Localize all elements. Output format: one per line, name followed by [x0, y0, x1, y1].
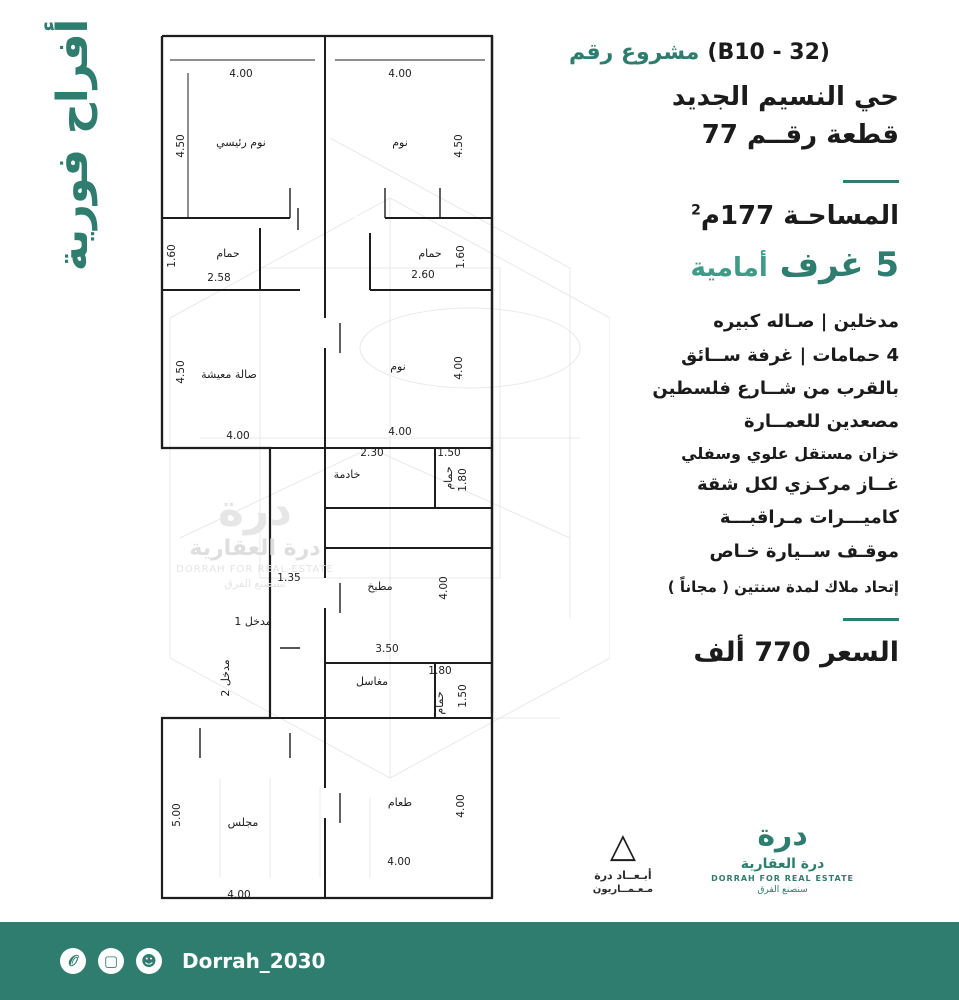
vertical-brand-text: أفراح فورية [48, 18, 98, 272]
area-unit-sup: 2 [691, 202, 701, 219]
area-text [569, 201, 899, 231]
watermark-slogan: سنصنع الفرق [224, 577, 286, 590]
footer-content [60, 948, 325, 974]
dimension-label: 2.30 [360, 447, 384, 459]
dimension-label: 1.35 [277, 572, 301, 584]
dimension-label: 2.60 [411, 269, 435, 281]
room-label: حمام [433, 691, 446, 715]
floorplan-labels [0, 18, 470, 908]
divider-1 [843, 180, 899, 183]
dimension-label: 4.00 [388, 426, 412, 438]
snapchat-icon[interactable]: ☻ [136, 948, 162, 974]
dimension-label: 4.00 [387, 856, 411, 868]
abaad-logo [592, 826, 654, 895]
info-panel [569, 40, 899, 668]
logo-row [593, 820, 854, 895]
room-label: طعام [387, 796, 413, 809]
divider-2 [843, 618, 899, 621]
triangle-icon: △ [609, 826, 637, 866]
dimension-label: 4.00 [226, 430, 250, 442]
room-label: مطبخ [367, 580, 393, 593]
rooms-count: 5 غرف [779, 245, 899, 286]
dimension-label: 1.50 [457, 684, 469, 708]
rooms-front: أمامية [690, 253, 768, 284]
dimension-label: 4.50 [175, 360, 187, 384]
instagram-icon[interactable]: ▢ [98, 948, 124, 974]
dorrah-english: DORRAH FOR REAL ESTATE [711, 874, 854, 883]
dimension-label: 1.60 [166, 244, 178, 268]
dimension-label: 4.00 [388, 68, 412, 80]
footer-bar [0, 922, 959, 1000]
dorrah-mark-icon: درة [757, 818, 808, 853]
twitter-icon[interactable]: 𝒪 [60, 948, 86, 974]
project-line [569, 40, 899, 65]
room-label: نوم [390, 360, 406, 373]
watermark-arabic: درة العقارية [189, 536, 321, 561]
feature-item: مصعدين للعمــارة [743, 411, 899, 433]
room-label: حمام [418, 247, 442, 260]
room-label: مجلس [227, 816, 259, 829]
floorplan [140, 18, 610, 908]
watermark-english: DORRAH FOR REAL ESTATE [176, 564, 334, 575]
feature-item: غــاز مركـزي لكل شقة [696, 474, 899, 496]
district-name: حي النسيم الجديد [671, 82, 899, 112]
dimension-label: 5.00 [171, 803, 183, 827]
social-handle: Dorrah_2030 [182, 949, 326, 973]
room-label: حمام [216, 247, 240, 260]
room-label: مدخل 2 [219, 659, 232, 697]
project-code: (32 - B10) [707, 40, 830, 65]
dorrah-logo [711, 820, 854, 895]
dimension-label: 4.50 [453, 134, 465, 158]
dorrah-arabic: درة العقارية [740, 856, 825, 872]
dimension-label: 4.00 [453, 356, 465, 380]
dimension-label: 4.00 [229, 68, 253, 80]
dimension-label: 1.80 [428, 665, 452, 677]
dimension-label: 4.50 [175, 134, 187, 158]
dimension-label: 4.00 [455, 794, 467, 818]
dimension-label: 2.58 [207, 272, 231, 284]
feature-item: 4 حمامات | غرفة ســائق [681, 344, 899, 366]
rooms-line [569, 245, 899, 285]
plan-watermark [165, 485, 345, 590]
features-list [569, 305, 899, 568]
room-label: نوم رئيسي [216, 136, 266, 149]
feature-item: بالقرب من شــارع فلسطين [652, 377, 899, 399]
abaad-line1: أبـعــاد درة [594, 869, 652, 882]
feature-item: موقـف ســيارة خـاص [709, 540, 899, 562]
room-label: نوم [392, 136, 408, 149]
dimension-label: 4.00 [227, 889, 251, 901]
area-label: المساحـة 177م [700, 201, 899, 232]
plot-number: قطعة رقــم 77 [701, 119, 899, 150]
dorrah-slogan: سنصنع الفرق [757, 885, 808, 895]
feature-item: كاميـــرات مـراقبـــة [719, 507, 899, 529]
project-label: مشروع رقم [569, 40, 700, 65]
abaad-line2: مـعـمــاريون [592, 884, 654, 895]
dimension-label: 4.00 [438, 576, 450, 600]
feature-item: مدخلين | صـاله كبيره [713, 311, 899, 333]
room-label: صالة معيشة [201, 368, 257, 381]
dimension-label: 1.50 [437, 447, 461, 459]
room-label: مدخل 1 [234, 615, 272, 628]
dimension-label: 1.60 [455, 245, 467, 269]
room-label: خادمة [333, 468, 361, 481]
owners-union-note: إتحاد ملاك لمدة سنتين ( مجاناً ) [667, 578, 899, 597]
price-text: السعر 770 ألف [693, 637, 899, 669]
dimension-label: 3.50 [375, 643, 399, 655]
feature-item: خزان مستقل علوي وسفلي [681, 443, 899, 463]
watermark-mark: درة [218, 485, 292, 536]
room-label: مغاسل [355, 675, 389, 688]
dimension-label: 1.80 [457, 468, 469, 492]
room-label: حمام [442, 466, 455, 490]
